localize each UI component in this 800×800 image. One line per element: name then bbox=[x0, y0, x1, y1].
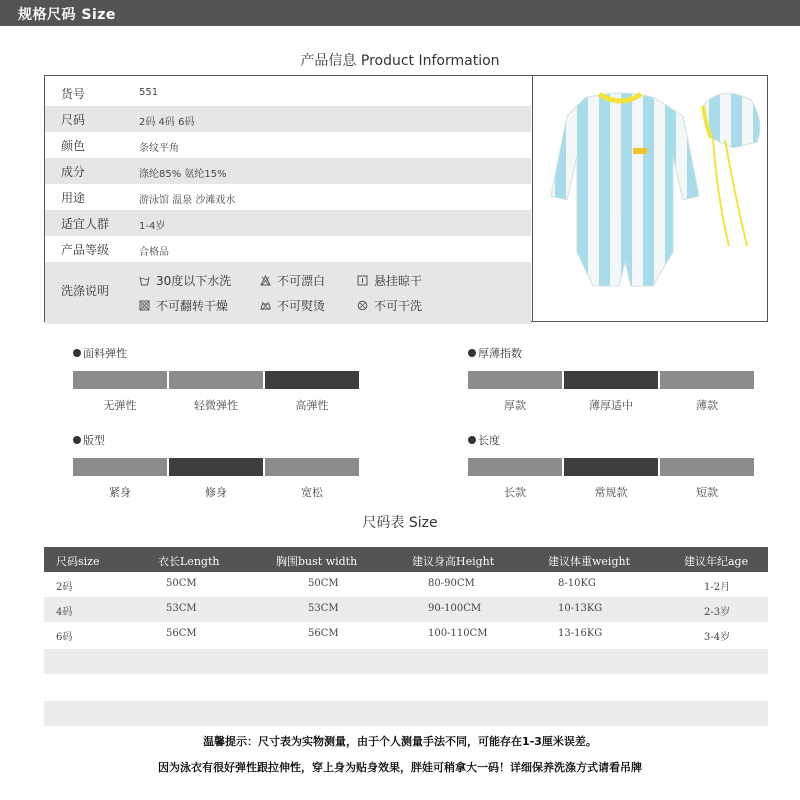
info-label: 产品等级 bbox=[61, 243, 110, 257]
column-header: 胸围bust width bbox=[276, 555, 358, 568]
scale-title: 长度 bbox=[468, 432, 500, 448]
info-value: 2码 4码 6码 bbox=[139, 117, 195, 128]
scale-option-label: 宽松 bbox=[301, 486, 323, 499]
care-item bbox=[260, 297, 325, 314]
scale-bar bbox=[73, 458, 167, 476]
care-text: 不可干洗 bbox=[374, 299, 423, 313]
column-header: 建议身高Height bbox=[412, 555, 495, 568]
scale-option-label: 常规款 bbox=[594, 486, 628, 499]
table-row bbox=[44, 597, 768, 622]
table-cell: 2码 bbox=[56, 582, 73, 593]
notice-line: 温馨提示：尺寸表为实物测量，由于个人测量手法不同，可能存在1-3厘米误差。 bbox=[203, 735, 597, 748]
scale-option-label: 薄厚适中 bbox=[589, 399, 633, 412]
table-cell: 1-2月 bbox=[704, 582, 731, 593]
scale-bar bbox=[660, 458, 754, 476]
column-header: 尺码size bbox=[56, 555, 100, 568]
bullet-dot-icon bbox=[468, 349, 476, 357]
info-label: 用途 bbox=[61, 191, 86, 205]
care-item bbox=[139, 272, 231, 289]
scale-bar-selected bbox=[169, 458, 263, 476]
info-row bbox=[45, 106, 531, 132]
scale-option-label: 长款 bbox=[504, 486, 526, 499]
table-row bbox=[44, 622, 768, 647]
scale-bar bbox=[660, 371, 754, 389]
care-text: 30度以下水洗 bbox=[156, 274, 232, 288]
info-row bbox=[45, 236, 531, 262]
care-text: 悬挂晾干 bbox=[374, 274, 423, 288]
info-value: 1-4岁 bbox=[139, 221, 166, 232]
table-cell: 80-90CM bbox=[428, 578, 475, 589]
table-cell: 3-4岁 bbox=[704, 632, 731, 643]
table-cell: 100-110CM bbox=[428, 628, 488, 639]
scale-fit bbox=[73, 432, 363, 507]
care-row bbox=[45, 262, 531, 324]
info-label: 适宜人群 bbox=[61, 217, 110, 231]
table-cell: 2-3岁 bbox=[704, 607, 731, 618]
table-header-row bbox=[44, 547, 768, 572]
table-cell: 56CM bbox=[166, 628, 197, 639]
product-image bbox=[532, 75, 768, 322]
scale-bar-selected bbox=[265, 371, 359, 389]
bullet-dot-icon bbox=[73, 436, 81, 444]
table-row-empty bbox=[44, 649, 768, 674]
hang-dry-icon bbox=[357, 275, 368, 286]
info-row bbox=[45, 132, 531, 158]
info-row bbox=[45, 210, 531, 236]
column-header: 衣长Length bbox=[158, 555, 220, 568]
scale-thickness bbox=[468, 345, 758, 420]
table-cell: 53CM bbox=[166, 603, 197, 614]
info-value: 游泳馆 温泉 沙滩戏水 bbox=[139, 195, 236, 206]
table-cell: 50CM bbox=[166, 578, 197, 589]
no-bleach-icon bbox=[260, 275, 271, 286]
no-tumble-dry-icon bbox=[139, 300, 150, 311]
table-cell: 53CM bbox=[308, 603, 339, 614]
table-cell: 13-16KG bbox=[558, 628, 603, 639]
bullet-dot-icon bbox=[468, 436, 476, 444]
care-item bbox=[357, 297, 422, 314]
scale-option-label: 无弹性 bbox=[103, 399, 137, 412]
info-label: 成分 bbox=[61, 165, 86, 179]
care-label: 洗涤说明 bbox=[61, 284, 110, 298]
scale-bar bbox=[169, 371, 263, 389]
scale-elasticity bbox=[73, 345, 363, 420]
scale-length bbox=[468, 432, 758, 507]
scale-bar bbox=[468, 371, 562, 389]
scale-option-label: 修身 bbox=[205, 486, 227, 499]
no-dry-clean-icon bbox=[357, 300, 368, 311]
info-value: 涤纶85% 氨纶15% bbox=[139, 169, 227, 180]
info-label: 尺码 bbox=[61, 113, 86, 127]
wash-tub-icon bbox=[139, 275, 150, 286]
scale-title: 厚薄指数 bbox=[468, 345, 522, 361]
info-value: 合格品 bbox=[139, 247, 169, 258]
table-cell: 8-10KG bbox=[558, 578, 596, 589]
scale-option-label: 轻微弹性 bbox=[194, 399, 238, 412]
bullet-dot-icon bbox=[73, 349, 81, 357]
table-cell: 10-13KG bbox=[558, 603, 603, 614]
table-row-empty bbox=[44, 674, 768, 699]
care-text: 不可翻转干燥 bbox=[156, 299, 229, 313]
scale-option-label: 薄款 bbox=[696, 399, 718, 412]
no-iron-icon bbox=[260, 300, 271, 311]
scale-title: 面料弹性 bbox=[73, 345, 127, 361]
table-cell: 6码 bbox=[56, 632, 73, 643]
header-bar bbox=[0, 0, 800, 26]
care-text: 不可漂白 bbox=[277, 274, 326, 288]
scale-bar bbox=[468, 458, 562, 476]
notice-line: 因为泳衣有很好弹性跟拉伸性，穿上身为贴身效果，胖娃可稍拿大一码！详细保养洗涤方式请看吊牌 bbox=[158, 761, 642, 774]
scale-title: 版型 bbox=[73, 432, 105, 448]
info-label: 货号 bbox=[61, 87, 86, 101]
info-row bbox=[45, 158, 531, 184]
scale-option-label: 厚款 bbox=[504, 399, 526, 412]
info-row bbox=[45, 184, 531, 210]
product-info-title: 产品信息 Product Information bbox=[300, 53, 500, 69]
info-value: 条纹平角 bbox=[139, 143, 179, 154]
care-item bbox=[139, 297, 228, 314]
size-chart-title: 尺码表 Size bbox=[362, 515, 438, 531]
table-cell: 50CM bbox=[308, 578, 339, 589]
scale-bar bbox=[73, 371, 167, 389]
table-cell: 4码 bbox=[56, 607, 73, 618]
scale-bar bbox=[265, 458, 359, 476]
care-text: 不可熨烫 bbox=[277, 299, 326, 313]
care-item bbox=[260, 272, 325, 289]
table-cell: 56CM bbox=[308, 628, 339, 639]
scale-bar-selected bbox=[564, 458, 658, 476]
table-row-empty bbox=[44, 701, 768, 726]
scale-option-label: 紧身 bbox=[109, 486, 131, 499]
striped-swimsuit-illustration bbox=[533, 76, 767, 321]
info-row bbox=[45, 80, 531, 106]
column-header: 建议体重weight bbox=[548, 555, 630, 568]
scale-option-label: 短款 bbox=[696, 486, 718, 499]
table-cell: 90-100CM bbox=[428, 603, 482, 614]
care-item bbox=[357, 272, 422, 289]
scale-bar-selected bbox=[564, 371, 658, 389]
product-info-table bbox=[44, 75, 532, 322]
info-value: 551 bbox=[139, 87, 159, 98]
header-title: 规格尺码 Size bbox=[18, 7, 116, 23]
info-label: 颜色 bbox=[61, 139, 86, 153]
table-row bbox=[44, 572, 768, 597]
scale-option-label: 高弹性 bbox=[295, 399, 329, 412]
column-header: 建议年纪age bbox=[684, 555, 749, 568]
